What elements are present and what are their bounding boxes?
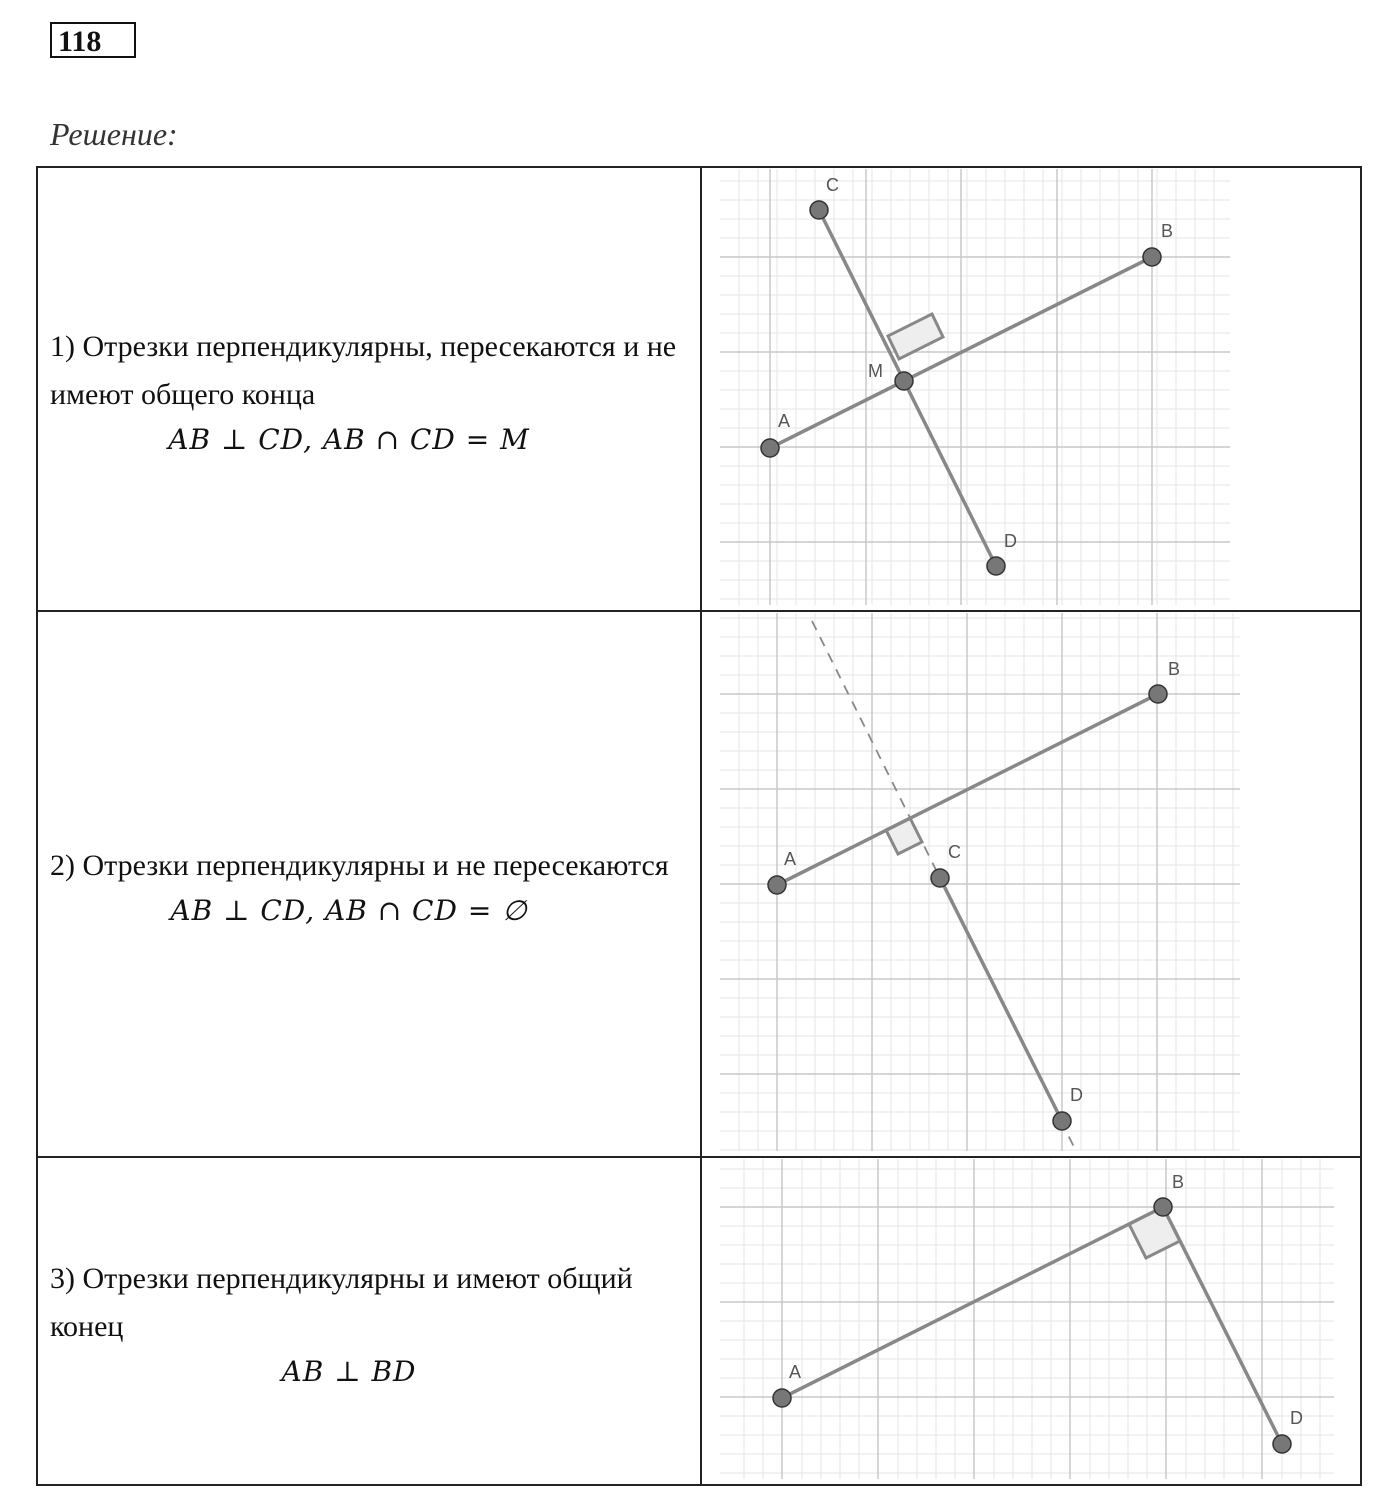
solution-table <box>36 166 1362 1486</box>
point-d <box>987 557 1005 575</box>
statement-cell <box>37 167 701 611</box>
table-row <box>37 1157 1361 1485</box>
label-c: C <box>826 175 839 195</box>
point-a <box>768 876 786 894</box>
figure-2 <box>702 613 1361 1155</box>
label-b: B <box>1161 221 1174 241</box>
point-a <box>761 439 779 457</box>
statement-text: 3) Отрезки перпендикулярны и имеют общий конец <box>50 1261 633 1343</box>
grid <box>720 1159 1334 1479</box>
point-c <box>931 869 949 887</box>
table-row <box>37 611 1361 1157</box>
figure-cell <box>701 167 1361 611</box>
label-b: B <box>1168 659 1181 679</box>
point-a <box>773 1389 791 1407</box>
statement-formula: AB ⊥ CD, AB ∩ CD = M <box>168 422 530 456</box>
point-m <box>895 372 913 390</box>
label-m: M <box>868 361 883 381</box>
table-row <box>37 167 1361 611</box>
statement-formula: AB ⊥ CD, AB ∩ CD = ∅ <box>170 893 528 927</box>
statement-cell <box>37 1157 701 1485</box>
grid <box>720 169 1230 605</box>
label-d: D <box>1004 531 1017 551</box>
statement-text: 2) Отрезки перпендикулярны и не пересекаются <box>50 848 669 882</box>
statement-text: 1) Отрезки перпендикулярны, пересекаются и не имеют общего конца <box>50 329 677 411</box>
label-c: C <box>948 842 961 862</box>
exercise-number: 118 <box>50 22 136 58</box>
figure-1 <box>702 169 1361 609</box>
label-a: A <box>784 849 797 869</box>
label-b: B <box>1172 1172 1185 1192</box>
label-a: A <box>789 1362 802 1382</box>
point-c <box>810 201 828 219</box>
point-b <box>1143 248 1161 266</box>
point-b <box>1154 1198 1172 1216</box>
point-d <box>1273 1435 1291 1453</box>
label-d: D <box>1070 1085 1083 1105</box>
statement-cell <box>37 611 701 1157</box>
point-d <box>1053 1112 1071 1130</box>
label-a: A <box>778 411 791 431</box>
solution-heading: Решение: <box>50 116 178 152</box>
point-b <box>1149 685 1167 703</box>
label-d: D <box>1290 1408 1303 1428</box>
figure-3 <box>702 1159 1361 1483</box>
figure-cell <box>701 1157 1361 1485</box>
statement-formula: AB ⊥ BD <box>281 1354 417 1388</box>
figure-cell <box>701 611 1361 1157</box>
